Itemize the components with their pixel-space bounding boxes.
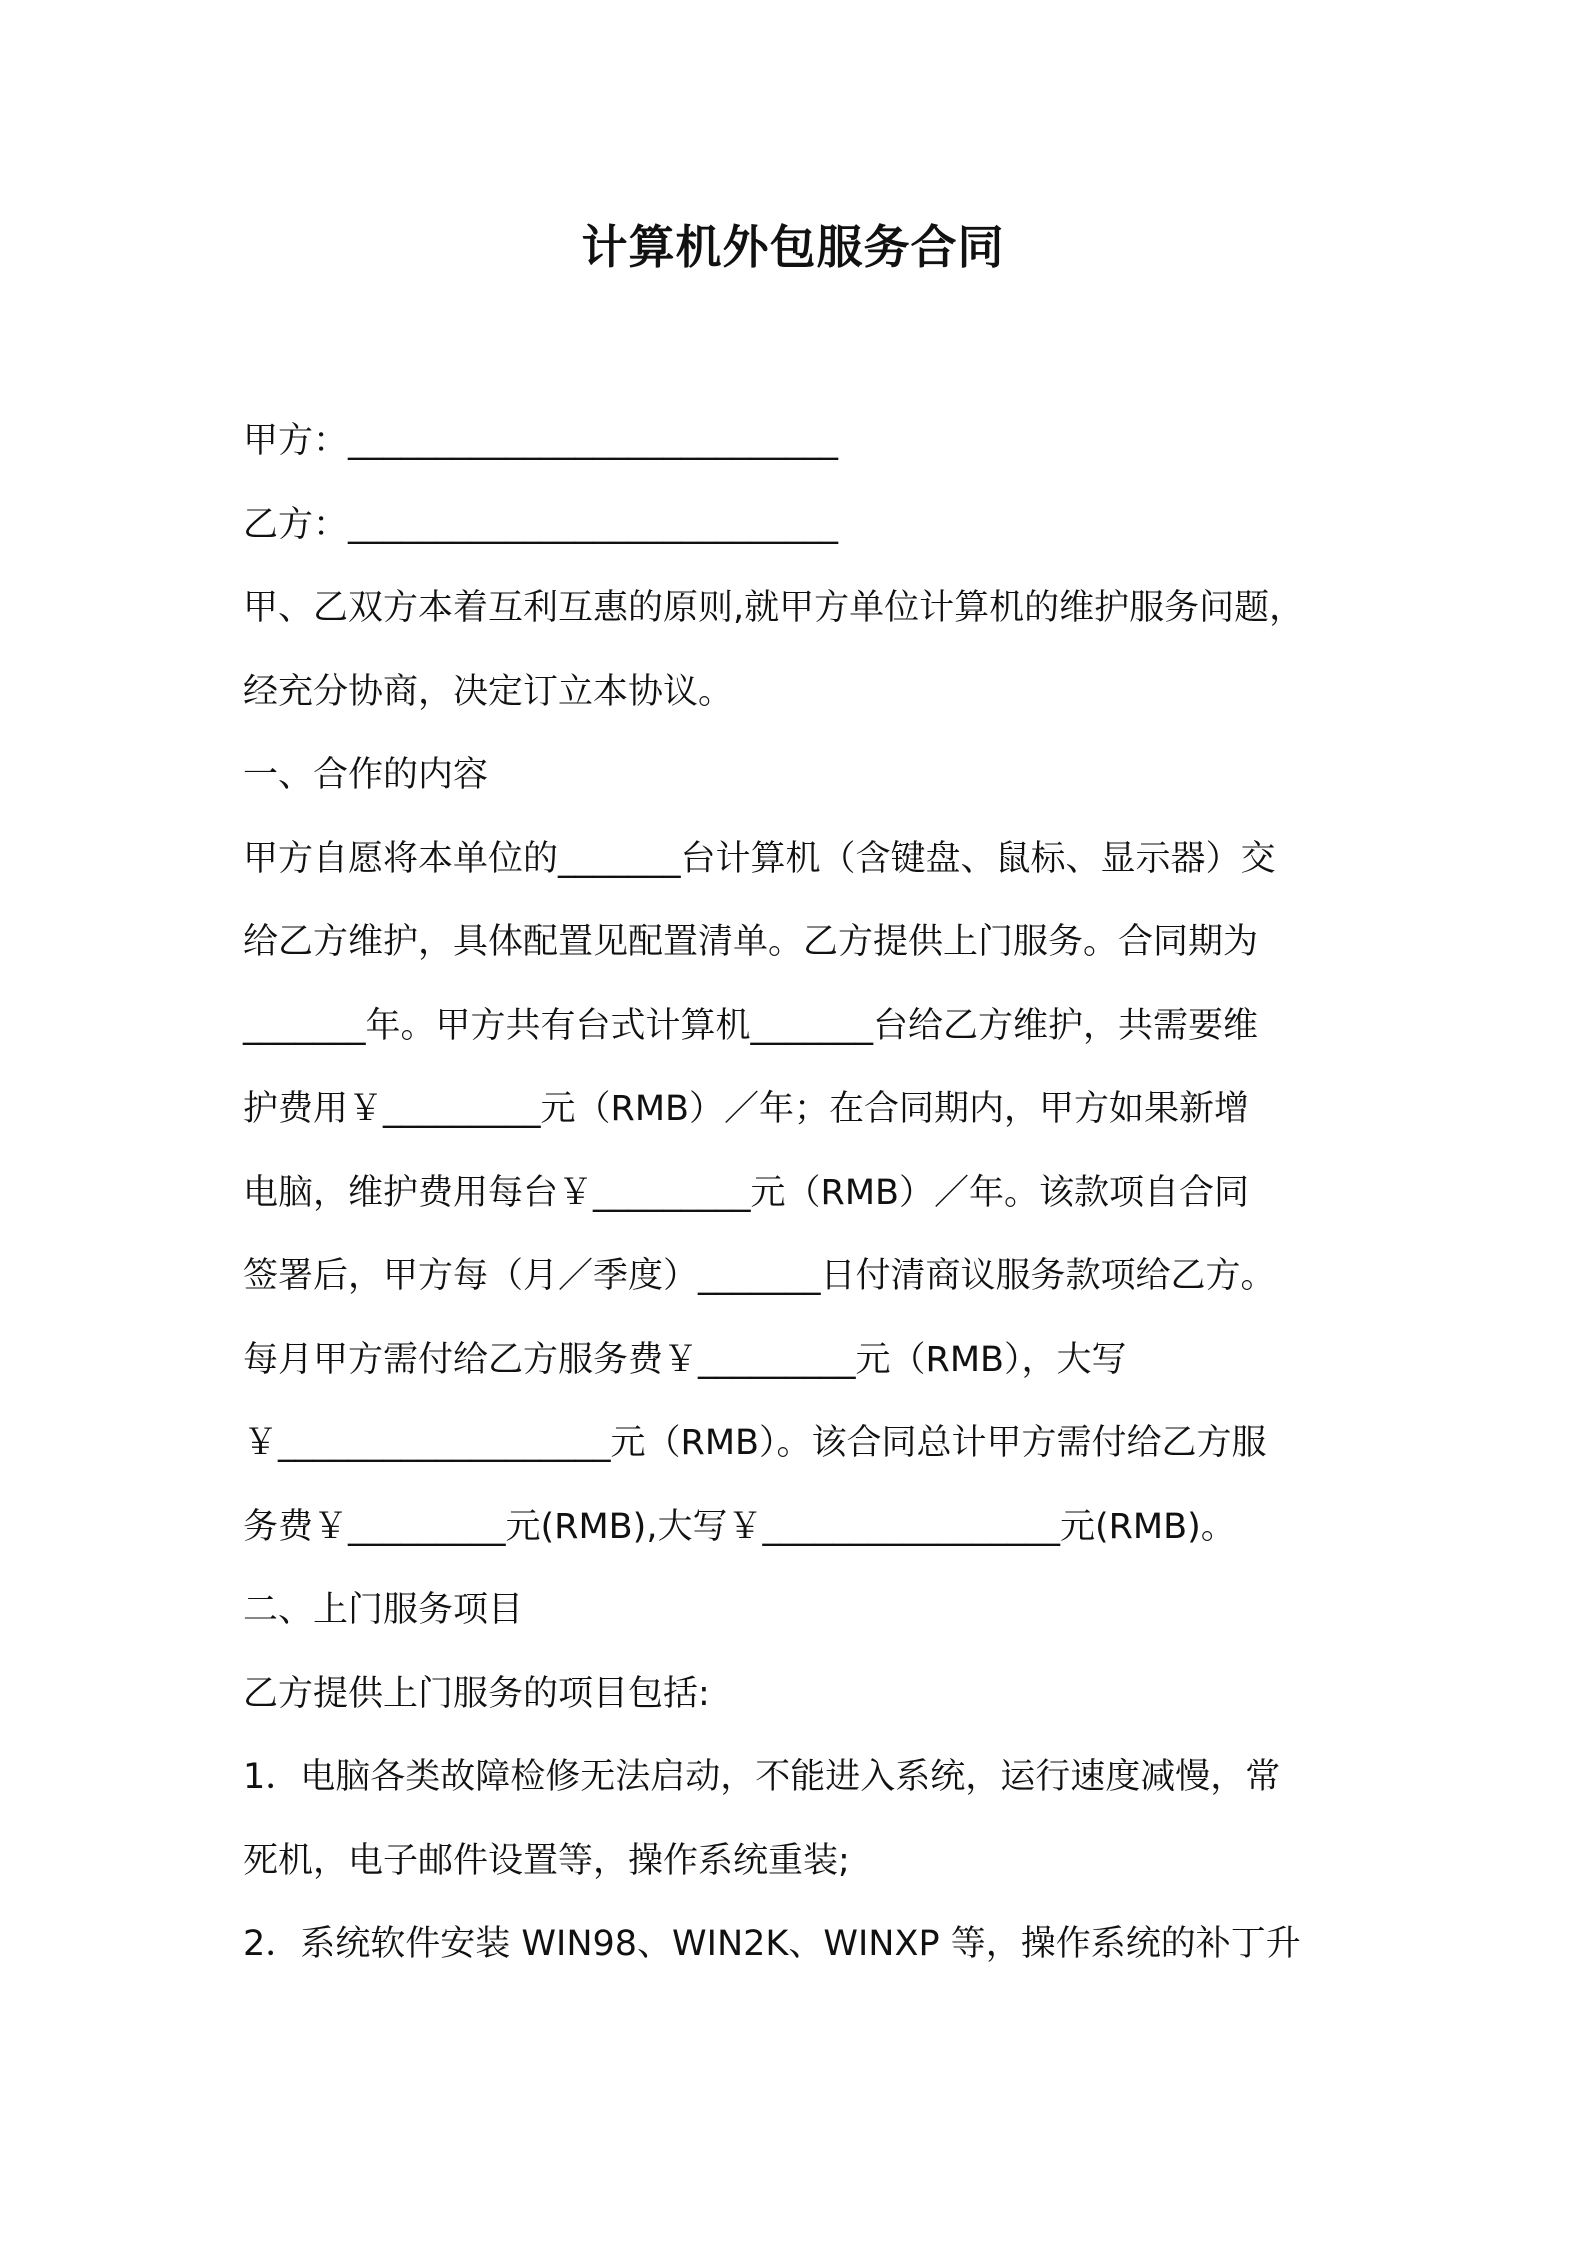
party-b-line: 乙方：____________________________ bbox=[243, 504, 839, 545]
paragraph-line: 电脑，维护费用每台￥_________元（RMB）／年。该款项自合同 bbox=[243, 1172, 1250, 1213]
contract-title: 计算机外包服务合同 bbox=[581, 220, 1005, 274]
paragraph-line: 护费用￥_________元（RMB）／年；在合同期内，甲方如果新增 bbox=[243, 1089, 1250, 1129]
list-item-line: 死机，电子邮件设置等，操作系统重装; bbox=[243, 1840, 850, 1881]
section-heading: 二、上门服务项目 bbox=[243, 1590, 524, 1630]
contract-body bbox=[243, 400, 1373, 1987]
section-heading: 一、合作的内容 bbox=[243, 755, 489, 795]
preamble-line: 甲、乙双方本着互利互惠的原则,就甲方单位计算机的维护服务问题， bbox=[243, 588, 1305, 628]
list-item-line: 2．系统软件安装 WIN98、WIN2K、WINXP 等，操作系统的补丁升 bbox=[243, 1924, 1301, 1964]
paragraph-line: _______年。甲方共有台式计算机_______台给乙方维护，共需要维 bbox=[243, 1005, 1259, 1046]
list-item-line: 1．电脑各类故障检修无法启动，不能进入系统，运行速度减慢，常 bbox=[243, 1757, 1281, 1797]
paragraph-line: 签署后，甲方每（月／季度）_______日付清商议服务款项给乙方。 bbox=[243, 1256, 1276, 1296]
paragraph-line: 甲方自愿将本单位的_______台计算机（含键盘、鼠标、显示器）交 bbox=[243, 838, 1276, 879]
paragraph-line: ￥___________________元（RMB）。该合同总计甲方需付给乙方服 bbox=[243, 1423, 1267, 1463]
paragraph-line: 给乙方维护，具体配置见配置清单。乙方提供上门服务。合同期为 bbox=[243, 922, 1259, 962]
party-a-line: 甲方：____________________________ bbox=[243, 421, 839, 461]
paragraph-line: 务费￥_________元(RMB),大写￥_________________元(RMB)。 bbox=[243, 1506, 1236, 1547]
preamble-line: 经充分协商，决定订立本协议。 bbox=[243, 671, 734, 712]
paragraph-line: 乙方提供上门服务的项目包括: bbox=[243, 1673, 710, 1714]
paragraph-line: 每月甲方需付给乙方服务费￥_________元（RMB），大写 bbox=[243, 1339, 1127, 1380]
